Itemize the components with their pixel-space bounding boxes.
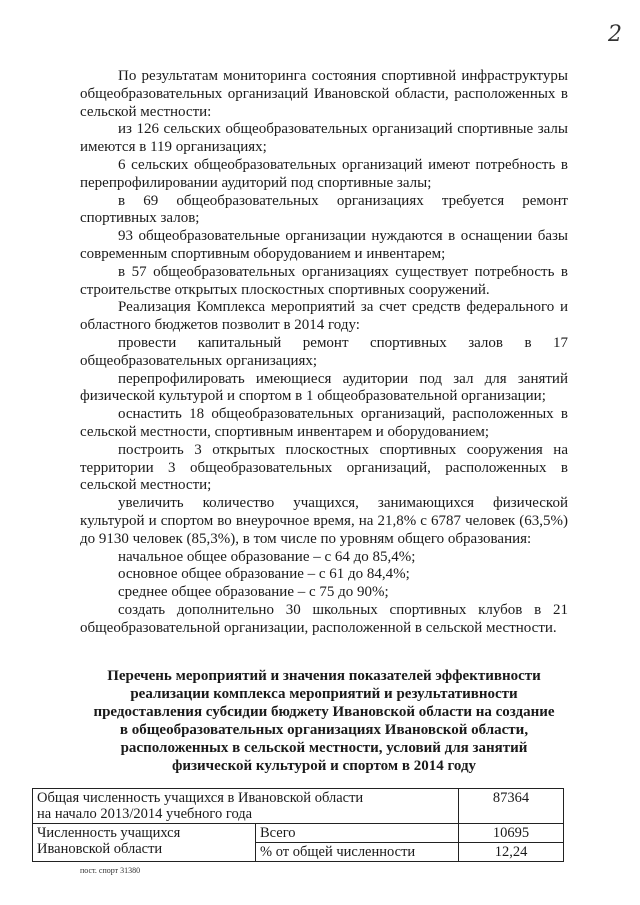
paragraph: Реализация Комплекса мероприятий за счет средств федерального и областного бюджетов позволит в 2014 году: (80, 299, 568, 334)
section-title-line: реализации комплекса мероприятий и результативности (130, 686, 518, 702)
table-cell-label (33, 824, 256, 862)
footer-note: пост. спорт 31380 (80, 866, 141, 875)
paragraph: в 69 общеобразовательных организациях требуется ремонт спортивных залов; (80, 192, 568, 227)
paragraph: 93 общеобразовательные организации нуждаются в оснащении базы современным спортивным оборудованием и инвентарем; (80, 228, 568, 262)
table-cell-line: Ивановской области (37, 841, 163, 857)
table-cell-label (33, 789, 459, 824)
paragraph: перепрофилировать имеющиеся аудитории под зал для занятий физической культурой и спортом в 1 общеобразовательной организации; (80, 370, 568, 405)
table-cell-value: 10695 (459, 824, 564, 843)
paragraph: среднее общее образование – с 75 до 90%; (118, 584, 389, 601)
paragraph: в 57 общеобразовательных организациях существует потребность в строительстве открытых плоскостных спортивных сооружений. (80, 263, 568, 298)
paragraph: создать дополнительно 30 школьных спортивных клубов в 21 общеобразовательной организации, расположенной в сельской местности. (80, 601, 568, 636)
section-title-line: физической культурой и спортом в 2014 году (171, 758, 477, 774)
table-cell-line: на начало 2013/2014 учебного года (37, 806, 253, 822)
paragraph: построить 3 открытых плоскостных спортивных сооружения на территории 3 общеобразовательных организаций, расположенных в сельской местности; (80, 441, 568, 494)
paragraph: По результатам мониторинга состояния спортивной инфраструктуры общеобразовательных организаций Ивановской области, расположенных в сельской местности: (80, 68, 568, 120)
section-title-line: в общеобразовательных организациях Ивановской области, (119, 722, 529, 738)
indicators-table (32, 788, 564, 862)
section-title (80, 667, 568, 775)
table-cell-sublabel: Всего (256, 824, 459, 843)
table-cell-sublabel: % от общей численности (256, 843, 459, 862)
table-row (33, 789, 564, 824)
paragraph: из 126 сельских общеобразовательных организаций спортивные залы имеются в 119 организациях; (80, 121, 568, 156)
paragraph: начальное общее образование – с 64 до 85,4%; (118, 548, 416, 565)
paragraph: увеличить количество учащихся, занимающихся физической культурой и спортом во внеурочное время, на 21,8% с 6787 человек (63,5%) до 9130 человек (85,3%), в том числе по уровням общего образования: (80, 495, 568, 547)
paragraph: основное общее образование – с 61 до 84,4%; (118, 566, 410, 583)
body-text (80, 68, 568, 638)
paragraph: 6 сельских общеобразовательных организаций имеют потребность в перепрофилировании аудиторий под спортивные залы; (80, 156, 568, 191)
paragraph: оснастить 18 общеобразовательных организаций, расположенных в сельской местности, спортивным инвентарем и оборудованием; (80, 406, 568, 440)
table-cell-value: 12,24 (459, 843, 564, 862)
section-title-line: расположенных в сельской местности, условий для занятий (120, 740, 528, 756)
section-title-line: Перечень мероприятий и значения показателей эффективности (107, 668, 541, 684)
table-cell-line: Численность учащихся (37, 825, 181, 841)
table-row (33, 824, 564, 843)
section-title-line: предоставления субсидии бюджету Ивановской области на создание (93, 704, 555, 720)
table-cell-value: 87364 (459, 789, 564, 824)
paragraph: провести капитальный ремонт спортивных залов в 17 общеобразовательных организациях; (80, 334, 568, 369)
table-cell-line: Общая численность учащихся в Ивановской области (37, 790, 364, 806)
page-number: 2 (608, 22, 622, 47)
